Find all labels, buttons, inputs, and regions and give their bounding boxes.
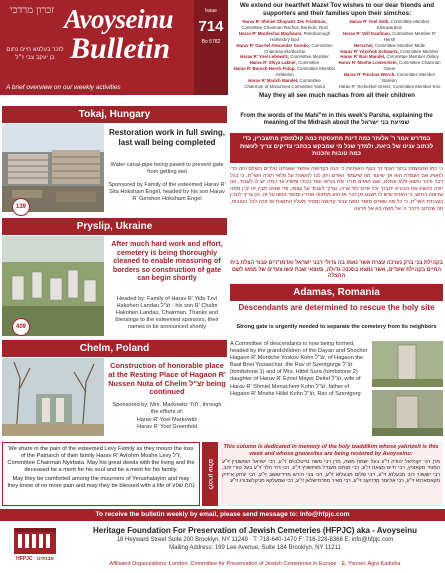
- wish-name: Harav R' Yoel Lebowitz,: [240, 54, 291, 60]
- issue-number: 714: [198, 18, 224, 35]
- dedication-text: מרן רבי יקותיאל יהודה זי"ע בעל ישמח משה, מרן רבי משה טייטלבוים זי"ע, רבי ישראל הופשטיין זי"ע המגיד מקאזניץ, רבי חיים מצאנז זי"ע, רבי מנחם מענדל מוויזשניץ זי"ע, רבי דוד הלוי זי"ע בעל טורי זהב, רבי יששכר דוב מבעלזא זי"ע, רבי שלום מבעלזא זי"ע, רבי צבי הירש מזידיטשוב זי"ע, רבי יצחק אייזיק מקאמארנא זי"ע, רבי אליעזר מדזיקוב זי"ע, רבי מאיר מפרמישלאן זי"ע, רבי שמעלקא מניקלשבורג זי"ע: [222, 459, 440, 485]
- issue-tab: [194, 0, 228, 95]
- torah-intro: From the words of the Mahi"m in this week's Parsha, explaining the meaning of the Midrash about the שמיעת בני ישראל: [240, 113, 433, 127]
- wish-name: Harav R' Mordechai Maybaum,: [238, 30, 304, 36]
- hfpjc-logo-text: HFPJC · אבותינו: [16, 556, 54, 562]
- bulletin-title-line2: Bulletin: [70, 32, 171, 65]
- pryslip-title: After much hard work and effort, cemetery is being thoroughly cleaned to enable measuring of borders so construction of gate can begin shortly: [111, 239, 223, 283]
- chelm-card: [2, 340, 227, 438]
- torah-highlight: במדרש אמר ר' אלעזר כמה דינת מתעסקת כמה קולמוסין מתשברין, כדי לכתוב ענינו של ביאת, ולמדך שכל מי שמבקש בכתבי צדיקים צריך לעשות כמה טובות והכנות: [230, 133, 443, 163]
- adamas-band: Adamas, Romania: [230, 284, 443, 301]
- condolence-box: [2, 442, 200, 506]
- adamas-body: A Committee of descendants is now being formed, headed by the grandchildren of the Dayan and Shochet Hagaon R' Mordche Yoskov Kohn זצ"ל, of Hagaon the Baal Bnei Yissaschar, the Rav of Szentgorge זצ"ל (tombstone 1) and of Mrs. Hittel Sura (tombstone 2) daughter of Harav R' Ezriel Mayer Deitel זצ"ל, wife of Harav R' Shmiel Menachem Kohn זצ"ל, father of Hagaon R' Moshe Hillel Kohn זצ"ל, Rav of Szentgorg: [230, 341, 368, 397]
- wish-role: Committee Member Ashkelon: [275, 66, 336, 78]
- wish-entry: [232, 66, 337, 78]
- wish-role: Committee Member Banisin: [382, 72, 436, 84]
- wish-role: Committee Chairman Rachov, Berlecik, Rusl: [241, 24, 328, 30]
- torah-section: [230, 113, 443, 258]
- header: [0, 0, 445, 104]
- hebrew-logo: זכרון מרדכי: [9, 5, 55, 16]
- footer: [0, 521, 445, 573]
- wish-entry: [337, 31, 442, 43]
- wish-entry: [337, 72, 442, 84]
- wish-role: Committee Member Midle: [374, 42, 426, 48]
- adamas-photo-1: [372, 341, 443, 387]
- wishes-column-1: [232, 19, 337, 90]
- issue-label: Issue: [205, 8, 217, 14]
- hfpjc-logo-icon: [8, 526, 62, 566]
- tokaj-body-2: Sponsored by Family of the esteemed Harav R' Sita Hoksham Engel, headed by his son Harav R' Gershon Hoksham Engel: [108, 182, 226, 203]
- wishes-column-2: [337, 19, 442, 90]
- wish-entry: [337, 60, 442, 72]
- wish-name: Harav R' Bari Mandel,: [340, 54, 387, 60]
- dedication-heading: This column is dedicated in memory of the holy tzaddikim whose yahrtzeit is this week and whose gravesites are being restored by Avoyseinu:: [223, 444, 439, 457]
- mazel-tov-wishes: [232, 2, 442, 102]
- dedication-side-label: לזכרון עולם: [202, 442, 218, 506]
- wish-role: Committee Member: [400, 48, 439, 54]
- rtl-note: בקהילת בני ברק נערכה עצרת אשר נאמו בה גדולי רבני ישראל ואדמו"רים עבור הצלת בית החיים בקהילת שעדים, אשר נמצא בסכנה גדולה, ומוצאי שבת עשו צעדים של ממש לשם ההצלה: [230, 260, 443, 280]
- pryslip-card: [2, 218, 227, 338]
- adamas-photo-2: [372, 390, 443, 436]
- wishes-grid: [232, 19, 442, 90]
- wish-role: Committee: [298, 60, 320, 66]
- wishes-footer: May they all see much nachas from all their children: [258, 91, 416, 99]
- chelm-body-1: Sponsored by: Mrs. Markowitz תחי', through the efforts of:: [112, 402, 222, 416]
- tokaj-card: [2, 106, 227, 216]
- chelm-title: Construction of honorable place at the Resting Place of Hagaon R' Nussen Nuta of Chelm זצ"ל being continued: [108, 361, 226, 397]
- wish-name: Harav R' Pinchas Worch,: [343, 72, 397, 78]
- pryslip-band: Pryslip, Ukraine: [2, 218, 227, 235]
- tagline: A brief overview on our weekly activities: [6, 84, 121, 91]
- wish-name: Harav R' Barich Mandel,: [248, 78, 300, 84]
- pryslip-badge: 409: [12, 318, 30, 336]
- wish-entry: [232, 84, 337, 90]
- adamas-card: [230, 284, 443, 438]
- org-mailing-address: Mailing Address: 199 Lee Avenue, Suite 184 Brooklyn, NY 11211: [169, 544, 341, 551]
- tokaj-body-1: Water canal-pipe being paved to prevent gate from getting wet: [110, 162, 224, 176]
- org-affiliations: Affiliated Organizations: London: Committee for Preservation of Jewish Cemeteries in Europe · E. Yisroel: Agra Kadisha: [109, 561, 401, 567]
- wish-role: Committee: [299, 78, 321, 84]
- org-address: [70, 537, 440, 553]
- wish-entry: [232, 19, 337, 31]
- chelm-band: Chelm, Poland: [2, 340, 227, 357]
- wish-role: Committee Member R' Hersh: [383, 30, 437, 42]
- wish-name: Harav R' Burech Hersh Fulop,: [233, 66, 297, 72]
- wish-entry: [232, 31, 337, 43]
- wish-entry: [337, 19, 442, 31]
- tokaj-badge: 139: [12, 198, 30, 216]
- wish-role: Committee Member: [290, 54, 329, 60]
- adamas-subtitle: Strong gate is urgently needed to separate the cemetery from its neighbors: [236, 324, 437, 330]
- hebrew-subtitle: לזכר בעלמא חיים נחום בן יעקב צבי ז״ל: [6, 47, 64, 61]
- tokaj-band: Tokaj, Hungary: [2, 106, 227, 123]
- wish-role: Chairman of Monument Committee Yanul: [244, 83, 325, 89]
- wishes-heading: We extend our heartfelt Mazel Tov wishes to our dear friends and supporters and their families upon their simchos:: [239, 2, 435, 17]
- org-street-address: 18 Heyward Street Suite 200 Brooklyn, NY 11249 · T: 718-640-1470 F: 718-228-8368 E: info@hfpjc.com: [116, 537, 394, 543]
- chelm-body-2: Harav R' Yoel Markowitz: [136, 417, 198, 423]
- wish-entry: [337, 84, 442, 90]
- masthead: [0, 0, 194, 95]
- wish-name: Harav R' Gavriel Alexander Gombo,: [236, 42, 312, 48]
- wish-role: Harav R' Yechezkel Greisz, Committee Member Krio: [338, 83, 441, 89]
- wish-name: Harav R' Shiya Lakner,: [249, 60, 299, 66]
- wish-name: Herschel,: [353, 42, 375, 48]
- chelm-body-3: Harav R' Yoel Greenfeld: [137, 424, 197, 430]
- pryslip-body: Headed by: Family of Harav R' Yida Tzvi Hakohen Landau זצ"ל - his son R' Chaim Hakohen Landau, Chairman. Thanks and blessings to the esteemed sponsors, their names to be announced shortly: [115, 296, 219, 331]
- torah-text: כי כמו שהנשמה בתוך הגוף כך בגוף האותיות כי הנה בקדושה אפשר שאנחנו נולדים בעולם הזה כדי להשיג אם העמדה הוא אך שיעור מה שיעמוד האדם ויתן לבו להשגיח על פלאי תורה השי"ת, כי בכל דבר ודבר נמצא פלא ונפלא, ואם האדם מכיר את בוראו ואת כבודו ומשיג עד כמה יש לו לעבוד, ואז יזכה להשיג את הבורא יתברך וכל אדם לפי ערכו, וצריך לעבוד על עצמו, ומי שאינו מבין זה יבין ממה שרואה בחוש, כי האדם שיש לו תענוג מן דבר אז הוא מתאוה אחריו ומוסר נפשו על זה, וכן צריך להבין בעבודת השי"ת, כי כל מה שאדם מוסר נפשו עבור קדושה ומסיר מעליו התאוות אז זוכה לכל הטובות, וזה שכתוב וידבר ה' אל משה בא אל פרעה: [230, 166, 443, 212]
- condolence-text-1: We share in the pain of the esteemed Levy Family as they mourn the loss of the Patriarch of their family Harav R' Avrohm Moshe Levy ז"ל, Committee Chairman Nyirbata. May his great deeds with the living and the deceased be a merit for his soul and be a merit for his family.: [7, 446, 195, 474]
- wish-entry: [232, 43, 337, 55]
- bulletin-title-line1: Avoyseinu: [64, 4, 173, 34]
- wish-role: Committee Member Zsiliny: [386, 54, 439, 60]
- wish-name: Harav R' Yoel Gelb,: [349, 19, 391, 24]
- wish-name: Harav R' Shmiel Shaywitz Zev Friedman,: [242, 19, 327, 24]
- wish-name: Harav R' Moshe Lowenstein,: [338, 60, 400, 66]
- wish-role: Committee Member Kleinwardein: [376, 19, 430, 30]
- chelm-photo: [2, 358, 104, 436]
- adamas-title: Descendants are determined to rescue the holy site: [238, 303, 435, 312]
- tokaj-title: Restoration work in full swing, last wall being completed: [108, 128, 225, 147]
- email-subscribe-bar[interactable]: To receive the bulletin weekly by email, please send message to: Info@hfpjc.com: [0, 509, 445, 521]
- wish-name: Harav R' Volf Kaufman,: [342, 30, 393, 36]
- condolence-text-2: May they be comforted among the mourners of Yerushalayim and may they know of no more pain and may they be blessed with a life of נחת שפע: [7, 476, 195, 490]
- org-name: Heritage Foundation For Preservation of Jewish Cemeteries (HFPJC) aka - Avoyseinu: [93, 526, 417, 535]
- wish-role: Committee Chairman Mordechai: [264, 42, 333, 54]
- dedication-box: [202, 442, 443, 506]
- wish-role: Peterborough Harkitsbry Bod: [270, 30, 331, 42]
- wish-role: Committee Chairman Gyere: [383, 60, 441, 72]
- wish-name: Harav R' Yitzchok Schwartz,: [340, 48, 401, 54]
- issue-date: Bo 5782: [201, 39, 221, 45]
